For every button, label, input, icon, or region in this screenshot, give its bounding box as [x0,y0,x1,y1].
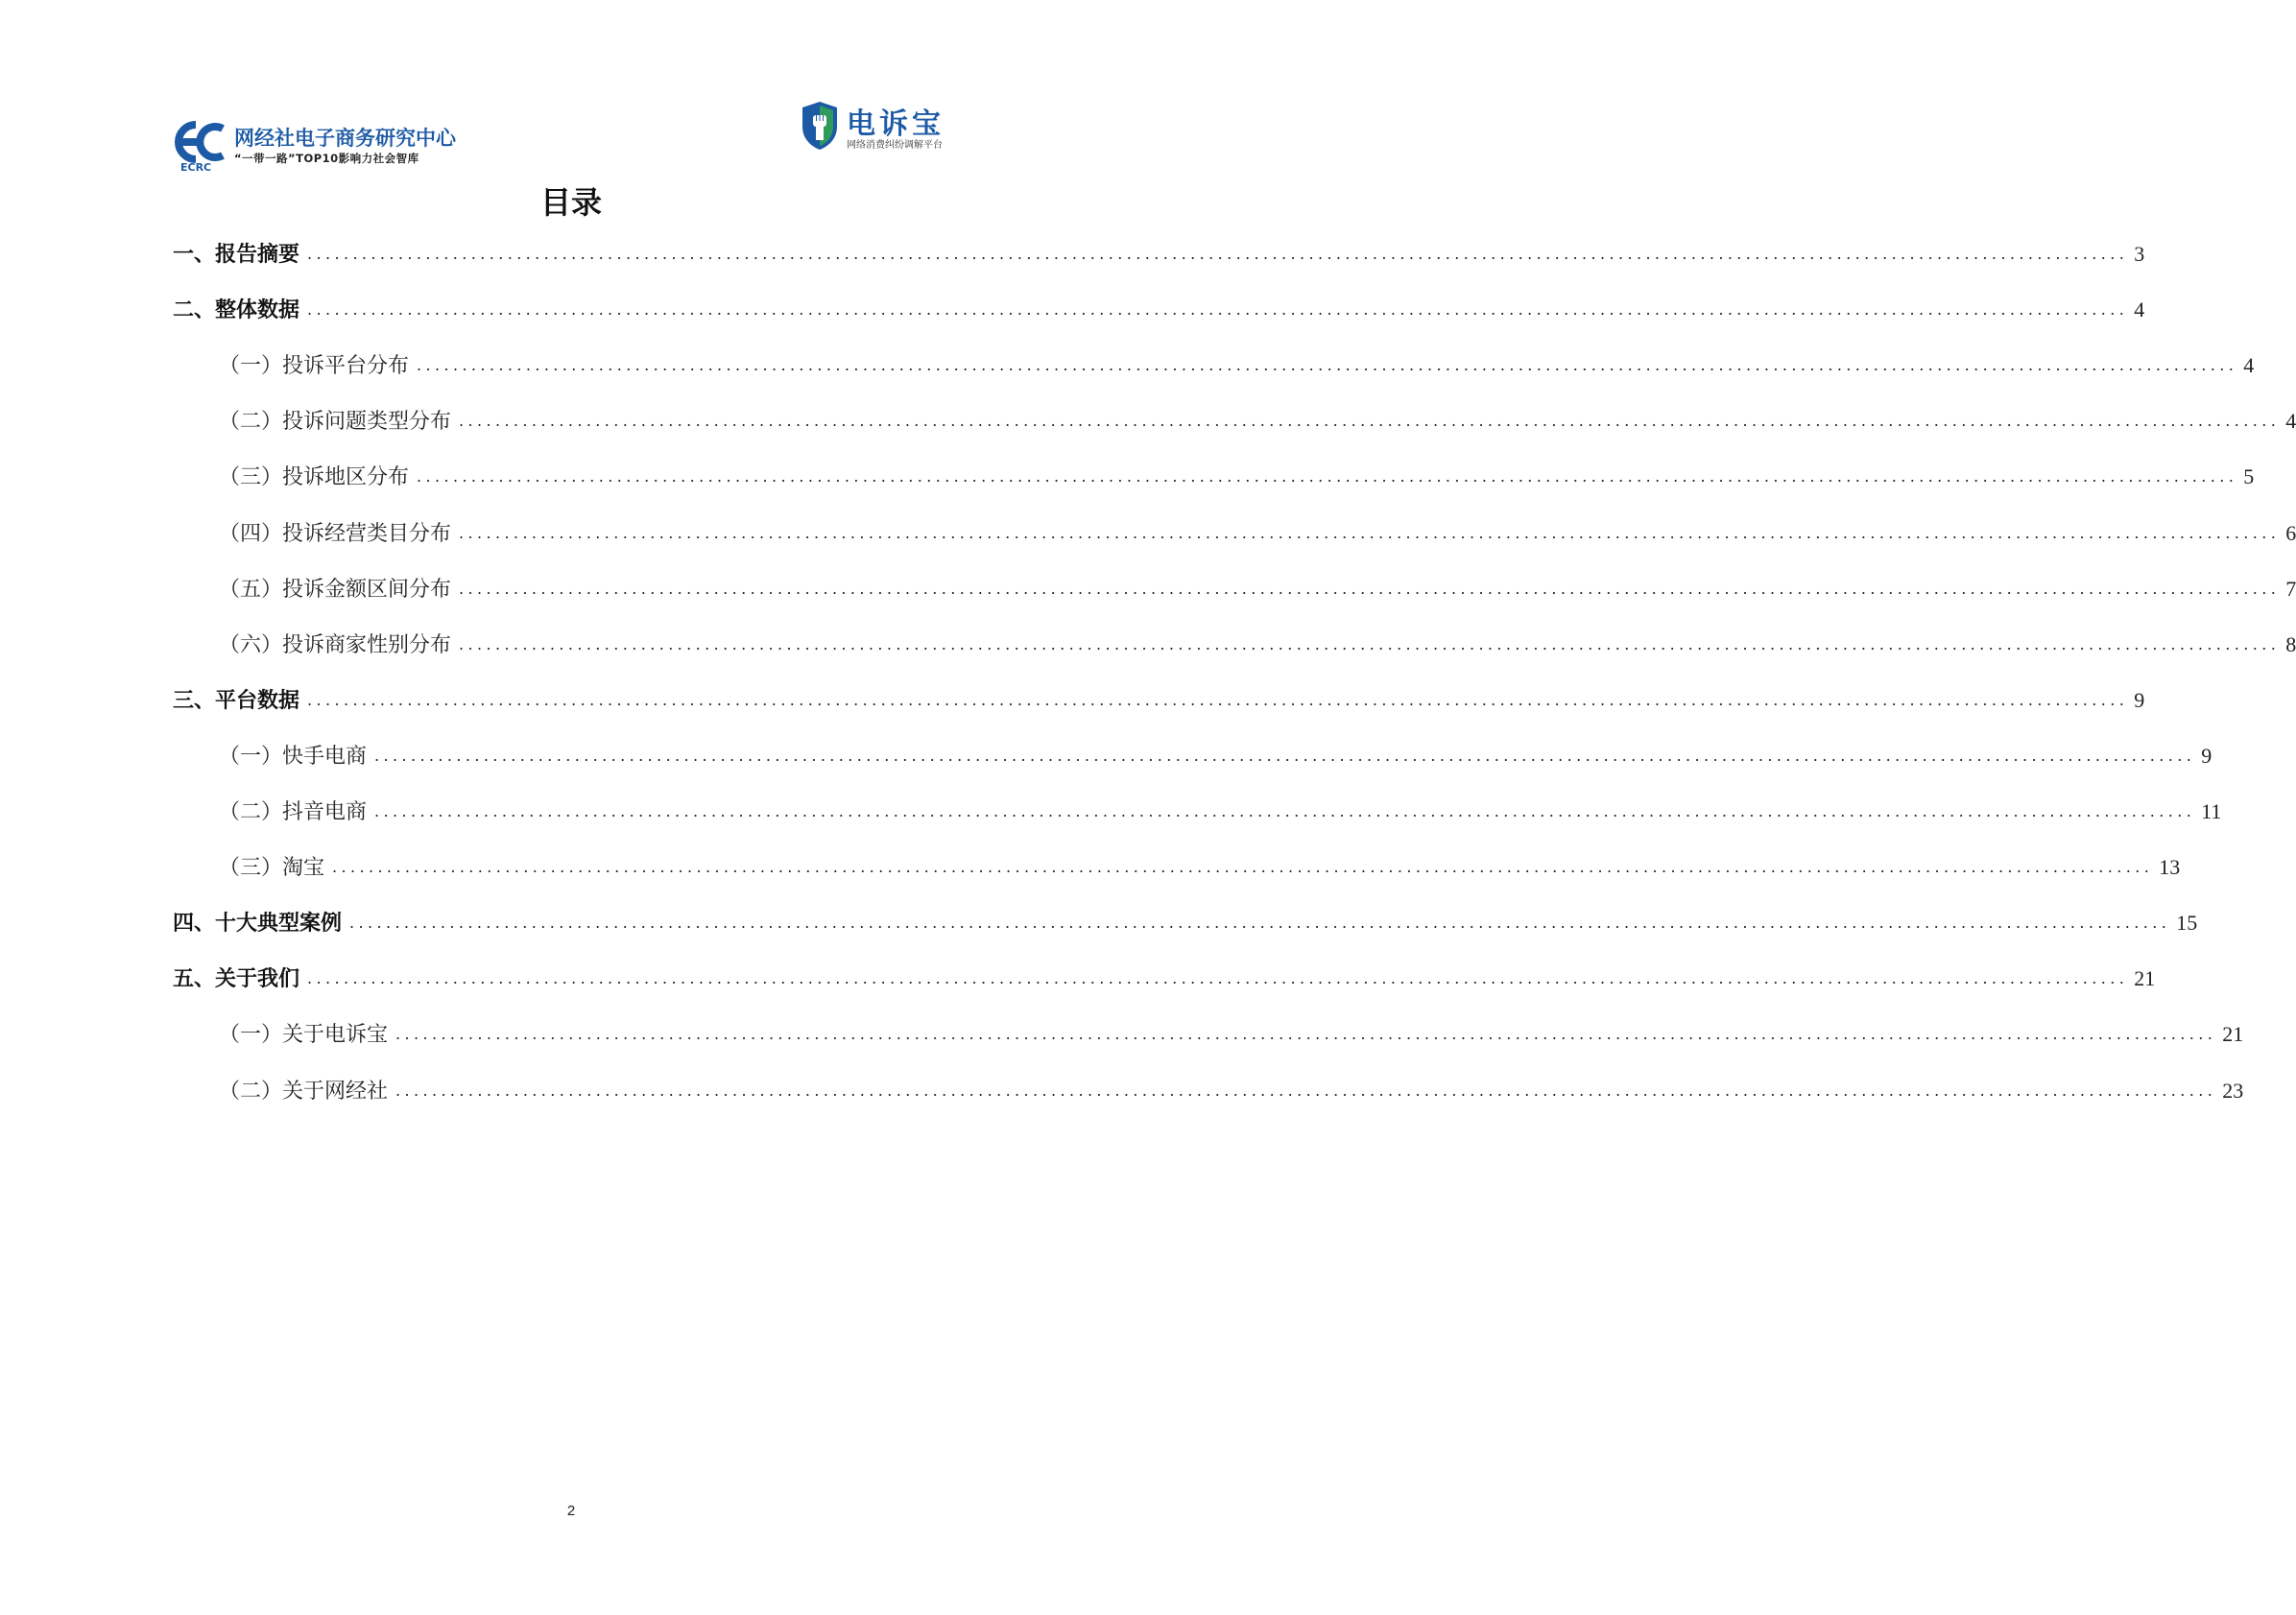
toc-entry-label: 五、关于我们 [173,967,300,991]
toc-dot-leader: ........................................................................................................................................................................................................ [459,412,2281,430]
toc-entry-label: 一、报告摘要 [173,243,300,267]
toc-entry[interactable] [219,573,2296,606]
toc-entry-page: 21 [2222,1022,2244,1046]
toc-entry[interactable] [173,684,2145,717]
toc-entry-label: （二）抖音电商 [219,800,368,824]
toc-entry-page: 21 [2134,966,2156,990]
toc-entry-page: 9 [2134,688,2145,712]
dianshubao-logo [799,100,962,154]
toc-dot-leader: ........................................................................................................................................................................................................ [349,914,2171,932]
toc-entry[interactable] [219,796,2222,828]
toc-entry-page: 4 [2285,409,2296,433]
toc-entry-label: （六）投诉商家性别分布 [219,633,452,657]
toc-entry-label: （一）投诉平台分布 [219,354,410,378]
toc-dot-leader: ........................................................................................................................................................................................................ [307,969,2129,987]
toc-dot-leader: ........................................................................................................................................................................................................ [395,1025,2217,1043]
ecrc-subtitle: “一带一路”TOP10影响力社会智库 [234,152,419,165]
toc-entry[interactable] [173,294,2145,326]
toc-entry[interactable] [219,517,2296,550]
toc-entry-label: 三、平台数据 [173,689,300,713]
toc-dot-leader: ........................................................................................................................................................................................................ [307,245,2129,263]
toc-entry-label: （四）投诉经营类目分布 [219,522,452,546]
dianshubao-name: 电诉宝 [847,107,945,141]
toc-entry[interactable] [173,907,2198,939]
ecrc-logo [175,119,463,173]
toc-entry-label: （一）快手电商 [219,745,368,769]
toc-entry[interactable] [219,1075,2244,1107]
toc-dot-leader: ........................................................................................................................................................................................................ [417,467,2238,486]
page-header [0,0,1142,182]
toc-entry-page: 6 [2285,521,2296,545]
toc-entry-page: 4 [2243,353,2255,377]
toc-dot-leader: ........................................................................................................................................................................................................ [307,691,2129,709]
shield-fist-icon [799,100,841,152]
page-number: 2 [566,1503,576,1519]
toc-entry-label: （二）关于网经社 [219,1080,389,1104]
toc-entry-label: （五）投诉金额区间分布 [219,578,452,602]
toc-dot-leader: ........................................................................................................................................................................................................ [395,1081,2217,1100]
toc-entry[interactable] [219,629,2296,661]
toc-dot-leader: ........................................................................................................................................................................................................ [459,580,2281,598]
toc-entry[interactable] [219,851,2181,884]
toc-entry[interactable] [219,461,2255,493]
toc-entry[interactable] [173,238,2145,271]
toc-entry-label: 四、十大典型案例 [173,912,343,936]
toc-entry-label: （一）关于电诉宝 [219,1023,389,1047]
toc-entry-page: 8 [2285,632,2296,656]
toc-entry-label: 二、整体数据 [173,298,300,322]
toc-title: 目录 [539,184,602,221]
toc-entry-label: （三）投诉地区分布 [219,465,410,489]
toc-entry[interactable] [219,405,2296,438]
toc-entry[interactable] [219,740,2212,772]
toc-dot-leader: ........................................................................................................................................................................................................ [459,524,2281,542]
toc-dot-leader: ........................................................................................................................................................................................................ [307,300,2129,319]
toc-dot-leader: ........................................................................................................................................................................................................ [459,635,2281,653]
toc-entry-page: 9 [2201,744,2212,768]
toc-entry-page: 23 [2222,1079,2244,1103]
toc-entry-page: 5 [2243,464,2255,488]
toc-entry-page: 15 [2176,911,2198,935]
ecrc-abbr: ECRC [180,161,212,174]
toc-entry[interactable] [173,962,2156,995]
toc-entry[interactable] [219,349,2255,382]
toc-dot-leader: ........................................................................................................................................................................................................ [332,858,2154,876]
toc-dot-leader: ........................................................................................................................................................................................................ [374,747,2196,765]
toc-entry-page: 13 [2159,855,2181,879]
toc-dot-leader: ........................................................................................................................................................................................................ [417,356,2238,374]
ecrc-name: 网经社电子商务研究中心 [234,127,456,150]
toc-entry-page: 11 [2201,799,2222,823]
toc-entry-label: （三）淘宝 [219,856,325,880]
toc-entry-page: 7 [2285,577,2296,601]
dianshubao-subtitle: 网络消费纠纷调解平台 [847,140,943,151]
toc-entry-page: 3 [2134,242,2145,266]
toc-entry[interactable] [219,1018,2244,1051]
toc-entry-label: （二）投诉问题类型分布 [219,410,452,434]
toc-dot-leader: ........................................................................................................................................................................................................ [374,802,2196,820]
toc-entry-page: 4 [2134,297,2145,321]
